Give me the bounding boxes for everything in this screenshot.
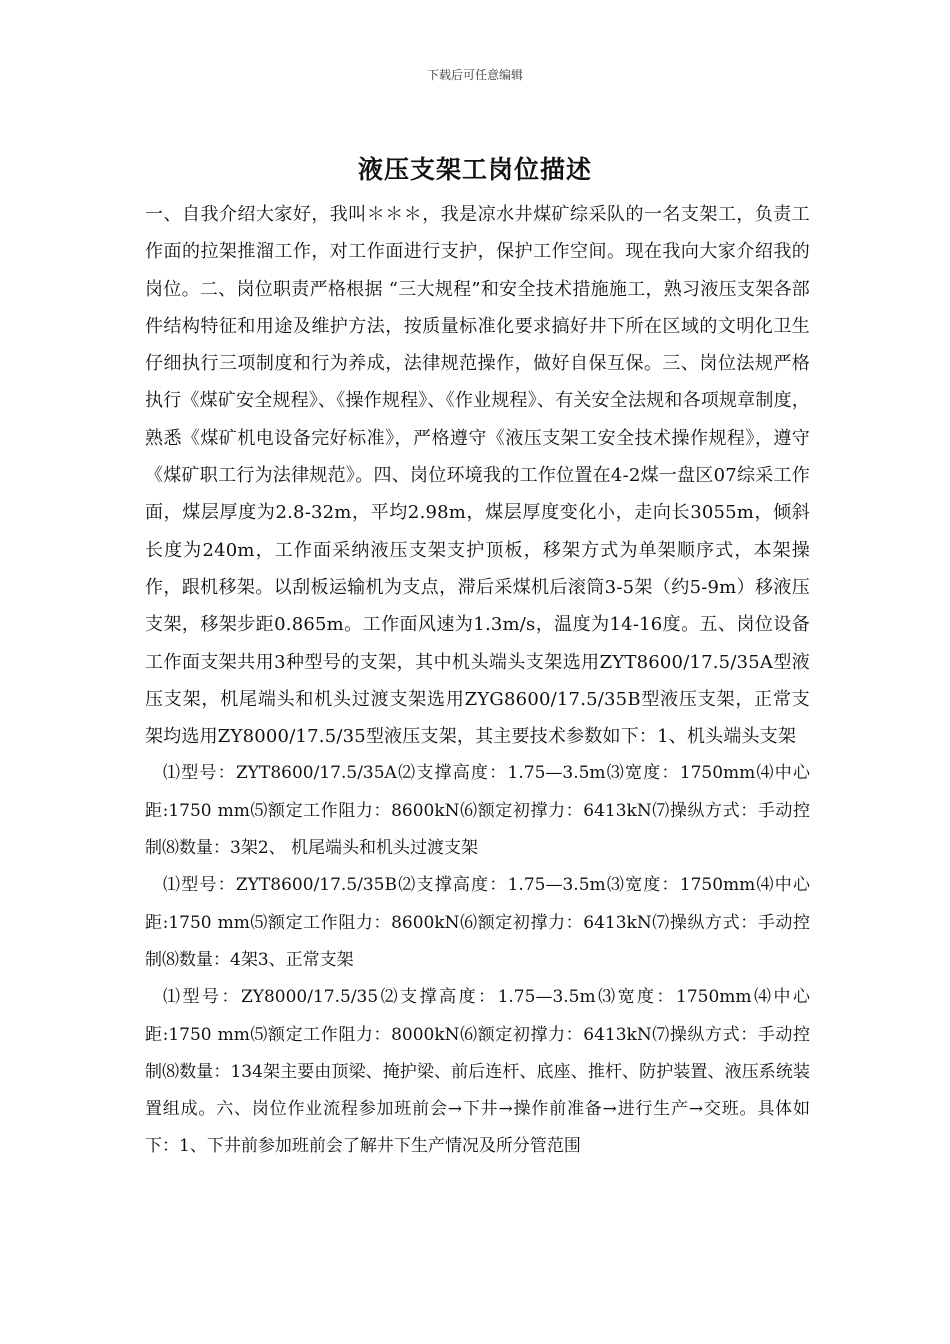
body-paragraph: ⑴型号：ZYT8600/17.5/35A⑵支撑高度：1.75—3.5m⑶宽度：1750mm⑷中心距:1750 mm⑸额定工作阻力：8600kN⑹额定初撑力：6413kN⑺操纵方式：手动控制⑻数量：3架2、 机尾端头和机头过渡支架: [145, 763, 810, 859]
body-paragraph: 一、自我介绍大家好，我叫＊＊＊，我是凉水井煤矿综采队的一名支架工，负责工作面的拉架推溜工作，对工作面进行支护，保护工作空间。现在我向大家介绍我的岗位。二、岗位职责严格根据 “三大规程”和安全技术措施施工，熟习液压支架各部件结构特征和用途及维护方法，按质量标准化要求搞好井下所在区域的文明化卫生仔细执行三项制度和行为养成，法律规范操作，做好自保互保。三、岗位法规严格执行《煤矿安全规程》、《操作规程》、《作业规程》、有关安全法规和各项规章制度，熟悉《煤矿机电设备完好标准》，严格遵守《液压支架工安全技术操作规程》，遵守《煤矿职工行为法律规范》。四、岗位环境我的工作位置在4-2煤一盘区07综采工作面，煤层厚度为2.8-32m，平均2.98m，煤层厚度变化小，走向长3055m，倾斜长度为240m，工作面采纳液压支架支护顶板，移架方式为单架顺序式，本架操作，跟机移架。以刮板运输机为支点，滞后采煤机后滚筒3-5架（约5-9m）移液压支架，移架步距0.865m。工作面风速为1.3m/s，温度为14-16度。五、岗位设备工作面支架共用3种型号的支架，其中机头端头支架选用ZYT8600/17.5/35A型液压支架，机尾端头和机头过渡支架选用ZYG8600/17.5/35B型液压支架，正常支架均选用ZY8000/17.5/35型液压支架，其主要技术参数如下：1、机头端头支架: [145, 204, 810, 748]
document-title: 液压支架工岗位描述: [357, 155, 592, 184]
body-paragraph: ⑴型号：ZYT8600/17.5/35B⑵支撑高度：1.75—3.5m⑶宽度：1750mm⑷中心距:1750 mm⑸额定工作阻力：8600kN⑹额定初撑力：6413kN⑺操纵方式：手动控制⑻数量：4架3、正常支架: [145, 875, 810, 970]
body-paragraph: ⑴型号：ZY8000/17.5/35⑵支撑高度：1.75—3.5m⑶宽度：1750mm⑷中心距:1750 mm⑸额定工作阻力：8000kN⑹额定初撑力：6413kN⑺操纵方式：手动控制⑻数量：134架主要由顶梁、掩护梁、前后连杆、底座、推杆、防护装置、液压系统装置组成。六、岗位作业流程参加班前会→下井→操作前准备→进行生产→交班。具体如下：1、下井前参加班前会了解井下生产情况及所分管范围: [145, 987, 810, 1157]
header-note: 下载后可任意编辑: [426, 68, 523, 82]
document-body: [145, 196, 810, 1166]
